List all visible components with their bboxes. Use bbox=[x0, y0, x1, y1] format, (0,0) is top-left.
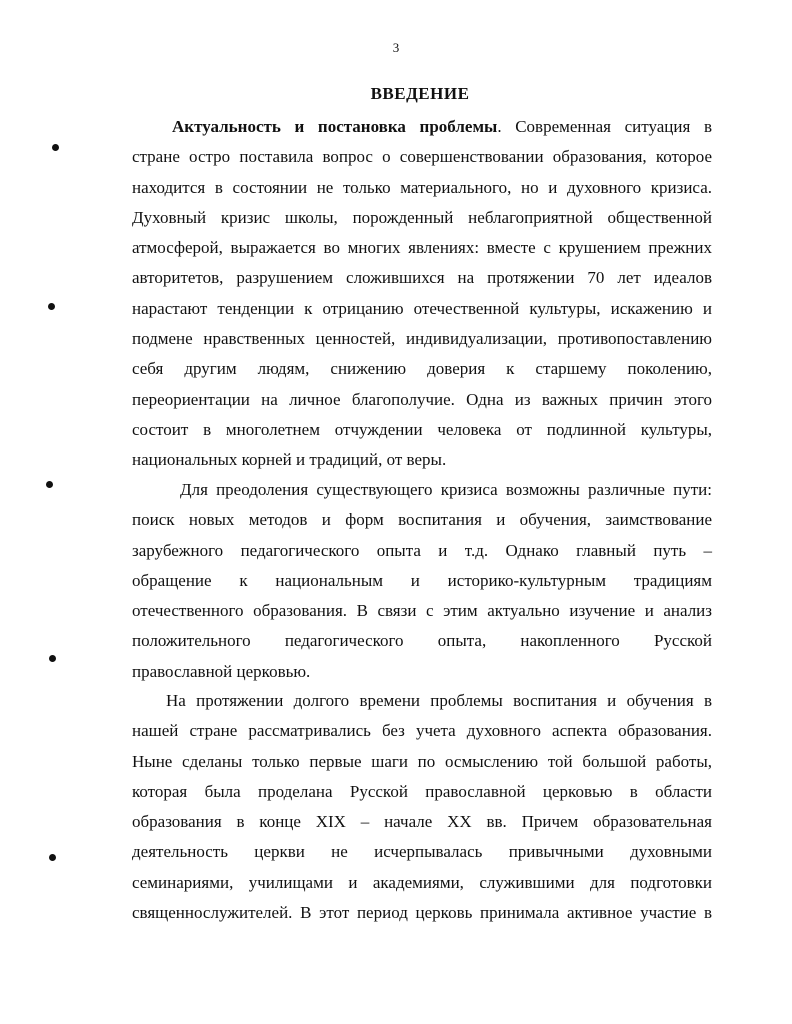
margin-dot bbox=[48, 303, 55, 310]
margin-dot bbox=[52, 144, 59, 151]
margin-dot bbox=[46, 481, 53, 488]
paragraph-line: образования в конце XIX – начале XX вв. Причем образовательная bbox=[132, 812, 712, 832]
paragraph-line: авторитетов, разрушением сложившихся на протяжении 70 лет идеалов bbox=[132, 268, 712, 288]
paragraph-line: семинариями, училищами и академиями, служившими для подготовки bbox=[132, 872, 712, 892]
paragraph-overcoming-crisis bbox=[132, 475, 712, 687]
paragraph-line: нашей стране рассматривались без учета духовного аспекта образования. bbox=[132, 721, 712, 741]
paragraph-line: которая была проделана Русской православной церковью в области bbox=[132, 781, 712, 801]
paragraph-line: Духовный кризис школы, порожденный неблагоприятной общественной bbox=[132, 207, 712, 227]
paragraph-line: атмосферой, выражается во многих явлениях: вместе с крушением прежних bbox=[132, 238, 712, 258]
paragraph-line: Ныне сделаны только первые шаги по осмыслению той большой работы, bbox=[132, 751, 712, 771]
paragraph-line: зарубежного педагогического опыта и т.д. Однако главный путь – bbox=[132, 540, 712, 560]
section-heading: ВВЕДЕНИЕ bbox=[370, 84, 470, 103]
paragraph-line: священнослужителей. В этот период церковь принимала активное участие в bbox=[132, 903, 712, 923]
paragraph-line: деятельность церкви не исчерпывалась привычными духовными bbox=[132, 842, 712, 862]
margin-dot bbox=[49, 655, 56, 662]
paragraph-line: отечественного образования. В связи с этим актуально изучение и анализ bbox=[132, 601, 712, 621]
paragraph-line: нарастают тенденции к отрицанию отечественной культуры, искажению и bbox=[132, 298, 712, 318]
paragraph-line: себя другим людям, снижению доверия к старшему поколению, bbox=[132, 359, 712, 379]
paragraph-line: На протяжении долгого времени проблемы воспитания и обучения в bbox=[166, 691, 712, 710]
paragraph-line: переориентации на личное благополучие. Одна из важных причин этого bbox=[132, 389, 712, 409]
paragraph-line: подмене нравственных ценностей, индивидуализации, противопоставлению bbox=[132, 329, 712, 349]
paragraph-line: православной церковью. bbox=[132, 661, 311, 681]
paragraph-history bbox=[132, 686, 712, 928]
paragraph-line: находится в состоянии не только материального, но и духовного кризиса. bbox=[132, 177, 712, 197]
margin-dot bbox=[49, 854, 56, 861]
lead-bold-phrase: Актуальность и постановка проблемы bbox=[172, 117, 498, 136]
paragraph-line: Для преодоления существующего кризиса возможны различные пути: bbox=[180, 480, 712, 499]
lead-rest: . Современная ситуация в bbox=[497, 117, 712, 136]
paragraph-line: поиск новых методов и форм воспитания и обучения, заимствование bbox=[132, 510, 712, 530]
paragraph-line: состоит в многолетнем отчуждении человека от подлинной культуры, bbox=[132, 419, 712, 439]
page-number: 3 bbox=[392, 40, 400, 55]
paragraph-line: стране остро поставила вопрос о совершенствовании образования, которое bbox=[132, 147, 712, 167]
paragraph-line: национальных корней и традиций, от веры. bbox=[132, 450, 447, 470]
paragraph-line: обращение к национальным и историко-культурным традициям bbox=[132, 570, 712, 590]
paragraph-line: положительного педагогического опыта, накопленного Русской bbox=[132, 631, 712, 651]
paragraph-relevance bbox=[132, 112, 712, 476]
paragraph-line bbox=[132, 112, 712, 142]
